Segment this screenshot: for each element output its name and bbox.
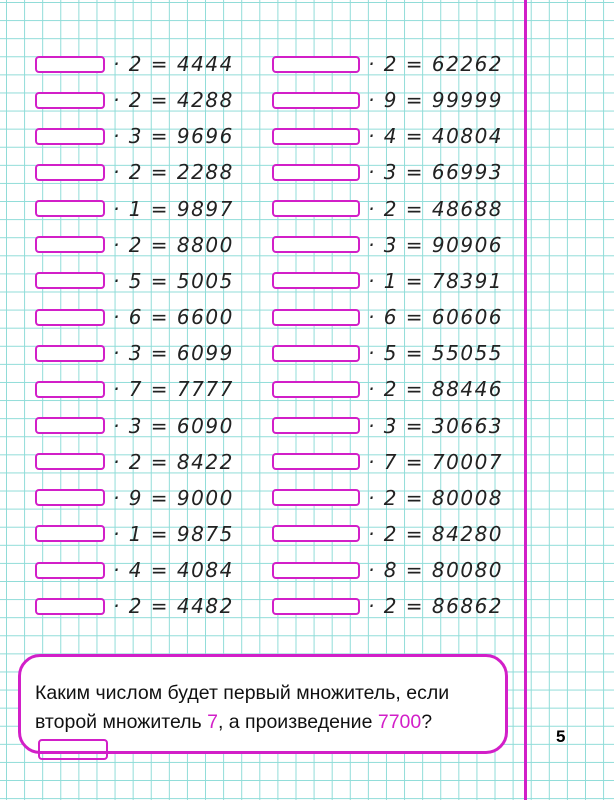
factor-input[interactable] bbox=[272, 417, 360, 434]
factor-input[interactable] bbox=[272, 345, 360, 362]
equation-row bbox=[35, 161, 234, 183]
task-line-2 bbox=[35, 708, 505, 766]
factor-input[interactable] bbox=[35, 56, 105, 73]
equation-row bbox=[35, 378, 234, 400]
factor-value: 7 bbox=[207, 711, 218, 733]
factor-input[interactable] bbox=[272, 489, 360, 506]
equation-row bbox=[272, 415, 503, 437]
equation-row bbox=[35, 415, 234, 437]
factor-input[interactable] bbox=[35, 598, 105, 615]
factor-input[interactable] bbox=[272, 236, 360, 253]
equation-row bbox=[35, 306, 234, 328]
product-value: 7700 bbox=[377, 711, 422, 733]
equation-row bbox=[35, 342, 234, 364]
equation-text: · 3 = 9696 bbox=[113, 124, 234, 149]
equation-row bbox=[35, 125, 234, 147]
equation-text: · 2 = 80008 bbox=[368, 485, 504, 510]
equation-text: · 2 = 84280 bbox=[368, 521, 504, 546]
equation-row bbox=[272, 451, 503, 473]
equation-text: · 2 = 4288 bbox=[113, 88, 234, 113]
factor-input[interactable] bbox=[272, 453, 360, 470]
equation-row bbox=[272, 378, 503, 400]
equation-text: · 7 = 7777 bbox=[113, 377, 234, 402]
equation-row bbox=[272, 89, 503, 111]
equation-row bbox=[35, 559, 234, 581]
equation-text: · 8 = 80080 bbox=[368, 558, 504, 583]
equation-row bbox=[272, 595, 503, 617]
factor-input[interactable] bbox=[35, 200, 105, 217]
equation-row bbox=[272, 270, 503, 292]
factor-input[interactable] bbox=[35, 453, 105, 470]
factor-input[interactable] bbox=[35, 272, 105, 289]
equation-text: · 4 = 4084 bbox=[113, 558, 234, 583]
task-text: второй множитель bbox=[35, 711, 208, 733]
factor-input[interactable] bbox=[35, 417, 105, 434]
factor-input[interactable] bbox=[35, 562, 105, 579]
factor-input[interactable] bbox=[272, 56, 360, 73]
equation-row bbox=[35, 270, 234, 292]
equation-row bbox=[272, 53, 503, 75]
factor-input[interactable] bbox=[35, 92, 105, 109]
task-box bbox=[18, 654, 508, 754]
equation-row bbox=[272, 161, 503, 183]
factor-input[interactable] bbox=[35, 381, 105, 398]
equation-row bbox=[35, 89, 234, 111]
equation-row bbox=[35, 595, 234, 617]
equation-text: · 1 = 9875 bbox=[113, 521, 234, 546]
equation-text: · 1 = 9897 bbox=[113, 196, 234, 221]
factor-input[interactable] bbox=[35, 345, 105, 362]
answer-input[interactable] bbox=[38, 739, 108, 760]
factor-input[interactable] bbox=[35, 489, 105, 506]
equation-text: · 2 = 88446 bbox=[368, 377, 504, 402]
equation-text: · 2 = 8800 bbox=[113, 232, 234, 257]
equation-row bbox=[272, 523, 503, 545]
factor-input[interactable] bbox=[35, 525, 105, 542]
equation-row bbox=[35, 53, 234, 75]
factor-input[interactable] bbox=[35, 236, 105, 253]
equation-text: · 2 = 86862 bbox=[368, 594, 504, 619]
equation-text: · 2 = 8422 bbox=[113, 449, 234, 474]
factor-input[interactable] bbox=[272, 92, 360, 109]
margin-line bbox=[524, 0, 527, 800]
factor-input[interactable] bbox=[272, 309, 360, 326]
equation-text: · 6 = 60606 bbox=[368, 305, 504, 330]
equation-text: · 2 = 4482 bbox=[113, 594, 234, 619]
factor-input[interactable] bbox=[35, 128, 105, 145]
equation-text: · 9 = 99999 bbox=[368, 88, 504, 113]
factor-input[interactable] bbox=[272, 381, 360, 398]
task-line-1: Каким числом будет первый множитель, если bbox=[35, 682, 450, 704]
equation-text: · 7 = 70007 bbox=[368, 449, 504, 474]
equation-row bbox=[272, 559, 503, 581]
equation-text: · 2 = 4444 bbox=[113, 52, 234, 76]
factor-input[interactable] bbox=[272, 128, 360, 145]
page-number: 5 bbox=[556, 727, 566, 746]
task-text: , а произведение bbox=[217, 711, 378, 733]
factor-input[interactable] bbox=[35, 309, 105, 326]
equation-row bbox=[35, 523, 234, 545]
factor-input[interactable] bbox=[272, 200, 360, 217]
equation-text: · 2 = 48688 bbox=[368, 196, 504, 221]
equation-text: · 3 = 6099 bbox=[113, 341, 234, 366]
equation-text: · 5 = 55055 bbox=[368, 341, 504, 366]
factor-input[interactable] bbox=[272, 525, 360, 542]
equation-row bbox=[272, 487, 503, 509]
equation-text: · 3 = 6090 bbox=[113, 413, 234, 438]
factor-input[interactable] bbox=[272, 272, 360, 289]
equation-text: · 3 = 90906 bbox=[368, 232, 504, 257]
equation-row bbox=[35, 487, 234, 509]
equation-row bbox=[272, 125, 503, 147]
equation-text: · 9 = 9000 bbox=[113, 485, 234, 510]
equation-row bbox=[272, 198, 503, 220]
factor-input[interactable] bbox=[272, 164, 360, 181]
task-text: ? bbox=[421, 711, 433, 733]
equation-text: · 1 = 78391 bbox=[368, 268, 504, 293]
equation-text: · 3 = 30663 bbox=[368, 413, 504, 438]
factor-input[interactable] bbox=[272, 598, 360, 615]
equation-row bbox=[272, 234, 503, 256]
equation-row bbox=[35, 451, 234, 473]
equation-text: · 2 = 62262 bbox=[368, 52, 504, 76]
equation-row bbox=[272, 306, 503, 328]
equation-text: · 4 = 40804 bbox=[368, 124, 504, 149]
equation-text: · 3 = 66993 bbox=[368, 160, 504, 185]
equation-row bbox=[35, 234, 234, 256]
equation-text: · 2 = 2288 bbox=[113, 160, 234, 185]
equation-row bbox=[35, 198, 234, 220]
equation-text: · 6 = 6600 bbox=[113, 305, 234, 330]
factor-input[interactable] bbox=[272, 562, 360, 579]
equation-row bbox=[272, 342, 503, 364]
factor-input[interactable] bbox=[35, 164, 105, 181]
equation-text: · 5 = 5005 bbox=[113, 268, 234, 293]
